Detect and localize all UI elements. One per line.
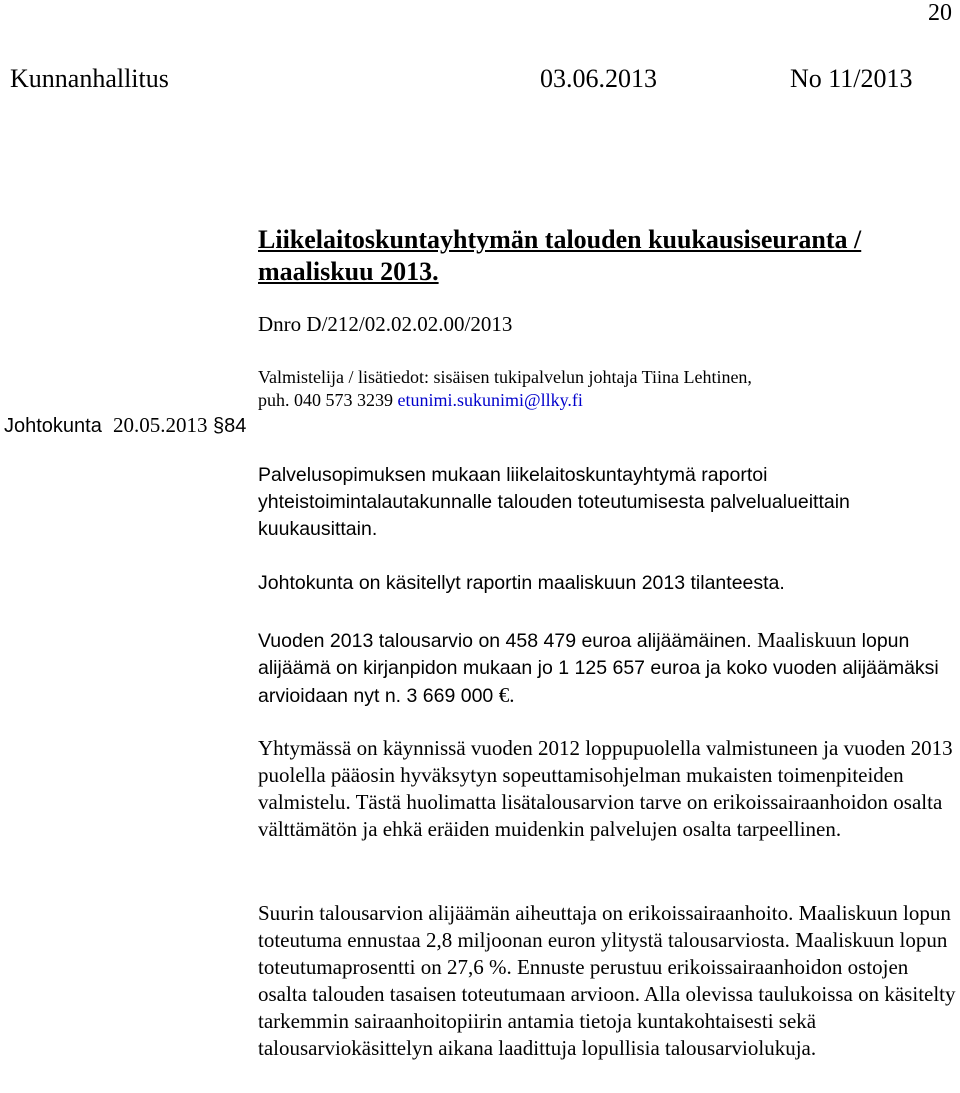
header-organization: Kunnanhallitus <box>10 64 169 93</box>
header-date: 03.06.2013 <box>540 64 657 93</box>
paragraph-adjustment-program: Yhtymässä on käynnissä vuoden 2012 loppupuolella valmistuneen ja vuoden 2013 puolella pääosin hyväksytyn sopeuttamisohjelman mukaisten toimenpiteiden valmistelu. Tästä huolimatta lisätalousarvion tarve on erikoissairaanhoidon osalta välttämätön ja ehkä eräiden muidenkin palvelujen osalta tarpeellinen. <box>258 736 953 841</box>
preparer-info <box>258 366 948 412</box>
section-date: 20.05.2013 <box>112 413 208 437</box>
budget-deficit-month: Maaliskuun <box>757 628 857 652</box>
paragraph-service-agreement: Palvelusopimuksen mukaan liikelaitoskuntayhtymä raportoi yhteistoimintalautakunnalle talouden toteutumisesta palvelualueittain kuukausittain. <box>258 464 850 540</box>
section-reference <box>4 413 246 438</box>
paragraph-specialized-care: Suurin talousarvion alijäämän aiheuttaja on erikoissairaanhoito. Maaliskuun lopun toteutuma ennustaa 2,8 miljoonan euron ylitystä talousarviosta. Maaliskuun lopun toteutumaprosentti on 27,6 %. Ennuste perustuu erikoissairaanhoidon ostojen osalta talouden tasaisen toteutumaan arvioon. Alla olevissa taulukoissa on käsitelty tarkemmin sairaanhoitopiirin antamia tietoja kuntakohtaisesti sekä talousarviokäsittelyn aikana laadittuja lopullisia talousarviolukuja. <box>258 901 956 1060</box>
preparer-line: Valmistelija / lisätiedot: sisäisen tukipalvelun johtaja Tiina Lehtinen, <box>258 367 752 387</box>
paragraph-board-review: Johtokunta on käsitellyt raportin maaliskuun 2013 tilanteesta. <box>258 572 785 594</box>
record-number: Dnro D/212/02.02.02.00/2013 <box>258 312 513 336</box>
preparer-email-link[interactable]: etunimi.sukunimi@llky.fi <box>397 390 583 410</box>
section-body: Johtokunta <box>4 415 102 437</box>
budget-deficit-currency: €. <box>498 683 515 707</box>
budget-deficit-sentence: Vuoden 2013 talousarvio on 458 479 euroa alijäämäinen. <box>258 630 752 652</box>
preparer-phone: puh. 040 573 3239 <box>258 390 393 410</box>
page-number: 20 <box>928 0 952 26</box>
section-paragraph: §84 <box>213 415 247 437</box>
agenda-item-title: Liikelaitoskuntayhtymän talouden kuukausiseuranta / maaliskuu 2013. <box>258 225 862 286</box>
paragraph-budget-deficit <box>258 627 953 710</box>
budget-deficit-forecast: lopun alijäämä on kirjanpidon mukaan jo 1 125 657 euroa ja koko vuoden alijäämäksi arvioidaan nyt n. 3 669 000 <box>258 630 939 707</box>
header-meeting-number: No 11/2013 <box>790 64 913 93</box>
